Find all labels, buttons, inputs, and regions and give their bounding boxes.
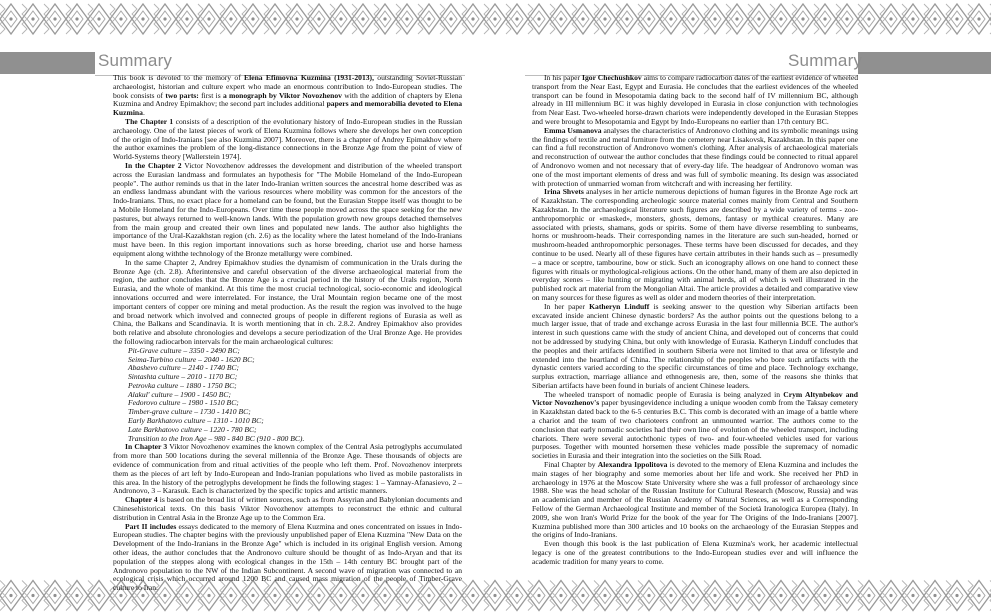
right-paragraph-chechushkov: In his paper Igor Chechushkov aims to compare radiocarbon dates of the earliest evidence of wheeled transport from the Near East, Egypt and Eurasia. He concludes that the earliest evidences of the wheeled transport can be found in Mesopotamia dating back to the second half of IV millennium BC, although already in III millennium BC it was highly developed in Eurasia in close conjunction with technologies from Near East. Two-wheeled horse-drawn chariots were independently developed in the Eurasian Steppes and were brought to Mesopotamia and Egypt by Indo-Europeans no earlier than 17th century BC. <box>532 73 858 126</box>
top-ornament-border <box>0 0 991 38</box>
left-paragraph-chapter1: The Chapter 1 consists of a description of the evolutionary history of Indo-European studies in the Russian archaeology. One of the latest pieces of work of Elena Kuzmina follows where she develops her own conception of the origin of Indo-Iranians [see also Kuzmina 2007]. Moreover, there is a chapter of Andrey Epimakhov where the author examines the problem of the long-distance connections in the Bronze Age from the point of view of World-Systems theory [Wallerstein 1974]. <box>113 116 462 162</box>
right-header-bar <box>858 52 991 74</box>
right-paragraph-linduff: In her paper Katheryn Linduff is seeking answer to the question why Siberian artifacts been excavated inside ancient Chinese dynastic borders? As the author points out the questions belong to a much larger issue, that of trade and exchange across Eurasia in the last four millennia BCE. The author's interest in such questions came with the study of ancient China, and developed out of concerns that could not be addressed by studying China, but only with knowledge of Eurasia. Katheryn Linduff concludes that the peoples and their artifacts identified in southern Siberia were not limited to that area or lifestyle and extended into the heartland of China. The relationship of the peoples who bore such artifacts with the dynastic centers varied according to the specific circumstances of time and place. Technology exchange, surplus extraction, marriage alliance and ethnogenesis are, then, some of the reasons she thinks that Siberian artifacts have been found in burials of ancient Chinese leaders. <box>532 301 858 390</box>
left-paragraph-chapter2-epimakhov: In the same Chapter 2, Andrey Epimakhov studies the dynamism of communication in the Urals during the Bronze Age (ch. 2.8). Afterintensive and careful observation of the diverse archaeological material from the region, the author concludes that the Bronze Age is a crucial period in the history of the Urals region, North Eurasia, and the whole of mankind. At this time the most crucial technological, socio-economic and ideological innovations occurred and were interrelated. For instance, the Ural Mountain region became one of the most important centers of copper ore mining and metal production. As the result the region was involved to the huge and broad network which involved and connected groups of people in different regions of Eurasia as well as China, the Balkans and Scandinavia. It is worth mentioning that in ch. 2.8.2. Andrey Epimakhov also provides both relative and absolute chronologies and develops a secure periodization of the Ural Bronze Age. He provides the following radiocarbon intervals for the main archaeological cultures: <box>113 257 462 346</box>
left-paragraph-part2: Part II includes essays dedicated to the memory of Elena Kuzmina and ones concentrated on issues in Indo-European studies. The chapter begins with the previously unpublished paper of Elena Kuzmina "New Data on the Development of the Indo-Iranians in the Bronze Age" which is included in its original English version. Among other ideas, the author concludes that the Andronovo culture should be thought of as Indo-Aryan and that its population of the steppes along with ecological changes in the 15th – 14th century BC brought part of the Andronovo population to the NW of the Indian Subcontinent. A second wave of migration was connected to an ecological crisis which occurred around 1200 BC and caused mass migration of the people of Timber-Grave culture to Iran. <box>113 521 462 593</box>
right-paragraph-ippolitova: Final Chapter by Alexandra Ippolitova is devoted to the memory of Elena Kuzmina and includes the main stages of her biography and some memories about her life and work. She received her PhD in archaeology in 1976 at the Moscow State University where she was a full professor of archaeology since 1988. She was the head scholar of the Russian Institute for Cultural Research (Moscow, Russia) and was an academician and member of the Russian Academy of Natural Sciences, as well as a Corresponding Fellow of the German Archaeological Institute and member of the Società Iranologica Europea (Italy). In 2009, she won Iran's World Prize for the book of the year for The Origins of the Indo-Iranians [2007]. Kuzmina published more than 300 articles and 10 books on the archaeology of the Eurasian Steppes and the origins of Indo-Iranians. <box>532 460 858 540</box>
culture-list-item: Timber-grave culture – 1730 - 1410 BC; <box>128 407 251 417</box>
right-paragraph-conclusion: Even though this book is the last publication of Elena Kuzmina's work, her academic intellectual legacy is one of the greatest contributions to the Indo-European studies ever and will influence the academic tradition for many years to come. <box>532 539 858 566</box>
left-paragraph-chapter4: Chapter 4 is based on the broad list of written sources, such as from Assyrian and Babylonian documents and Chinesehistorical texts. On this basis Viktor Novozhenov attempts to reconstruct the ethnic and cultural distribution in Central Asia in the Bronze Age up to the Common Era. <box>113 495 462 522</box>
culture-list-item: Sintashta culture – 2010 - 1170 BC; <box>128 372 238 382</box>
culture-list-item: Fedorovo culture – 1980 - 1510 BC; <box>128 398 239 408</box>
culture-list-item: Transition to the Iron Age – 980 - 840 BC (910 - 800 BC). <box>128 433 305 443</box>
right-page-title: Summary <box>788 51 863 70</box>
left-text-column <box>113 74 462 593</box>
culture-list-item: Seima-Turbino culture – 2040 - 1620 BC; <box>128 354 255 364</box>
right-paragraph-shvets: Irina Shvets analyses in her article numerous depictions of human figures in the Bronze Age rock art of Kazakhstan. The corresponding archeologic source material comes mainly from Central and Southern Kazakhstan. In the archaeological literature such figures are described by a wide variety of terms - zoo-anthropomorphic or «masked», monsters, ghosts, demons, fantasy or mythical creatures. Many are associated with priests, shamans, gods or spirits. Some of them have diverse resembling to sunbeams, horns or mushroom-heads. Their corresponding names in the literature are such sun-headed, horned or mushroom-headed anthropomorphic personages. These terms have been discussed for decades, and they continue to be used. Nearly all of these figures have certain attributes in their hands such as – presumedly – a mace or sceptre, tambourine, bow or stick. Such an iconography allows on one hand to connect these figures with rituals or mythological-religious actions. On the other hand, many of them are also depicted in everyday scenes – like hunting or migrating with animal herds, all of which is well illustrated in the published rock art material from the Mongolian Altai. The article provides a detailed and comparative view on many sources for these figures as well as older and modern theories of their interpretation. <box>532 187 858 302</box>
radiocarbon-culture-list <box>113 347 462 444</box>
culture-list-item: Abashevo culture – 2140 - 1740 BC; <box>128 363 240 373</box>
culture-list-item: Early Barkhatovo culture – 1310 - 1010 BC; <box>128 416 264 426</box>
right-paragraph-usmanova: Emma Usmanova analyses the characteristics of Andronovo clothing and its symbolic meanings using the findings of textile and metal furniture from the cemetery near Lisakovsk, Kazakhstan. In this paper one can find a full reconstruction of Andronovo women's clothing. After analysis of archaeological materials and reconstruction of outwear the author concludes that these findings could be connected to ritual apparel of Andronovo women and not necessary that of every-day life. The headgear of Andronovo woman was one of the most important elements of dress and was full of symbolic meaning. Its design was associated with protection of unmarried woman from witchcraft and with increasing her fertility. <box>532 125 858 188</box>
left-paragraph-chapter3: In Chapter 3 Viktor Novozhenov examines the known complex of the Central Asia petroglyphs accumulated from more than 500 locations during the several millennia of the Bronze Age. These thousands of objects are evidence of communication from and ritual activities of the people who left them. Prof. Novozhenov interprets them as the pieces of art left by Indo-European and Indo-Iranian populations who lived as mobile pastoralists in this area. In the history of the petroglyphs development he finds the following stages: 1 – Yamnay-Afanasievo, 2 – Andronovo, 3 – Karasuk. Each is characterized by the specific topics and artistic manners. <box>113 442 462 496</box>
left-page-title: Summary <box>98 51 173 70</box>
culture-list-item: Petrovka culture – 1880 - 1750 BC; <box>128 380 237 390</box>
left-header-bar <box>0 52 95 74</box>
right-text-column <box>532 74 858 567</box>
left-paragraph-intro: This book is devoted to the memory of Elena Efimovna Kuzmina (1931-2013), outstanding Soviet-Russian archaeologist, historian and culture expert who made an enormous contribution to Indo-European studies. The book consists of two parts: first is a monograph by Viktor Novozhenov with the addition of chapters by Elena Kuzmina and Andrey Epimakhov; the second part includes additional papers and memorabilia devoted to Elena Kuzmina. <box>113 73 462 118</box>
left-paragraph-chapter2: In the Chapter 2 Victor Novozhenov addresses the development and distribution of the wheeled transport across the Eurasian landmass and formulates an hypothesis for "The Mobile Homeland of the Indo-European people". The author reminds us that in the later Indo-Iranian written sources the ancestral home described was as an endless landmass abundant with the various resources where mobility was common for the ancestors of the Indo-Iranians. Thus, no exact place for a homeland can be found, but the Eurasian Steppe itself was thought to be a Mobile Homeland for the Indo-Europeans. Over time these people moved across the space seeking for the new pastures, but always returned to well-known lands. With the population growth new groups detached themselves from the main group and created their own lines and populated new lands. The author also highlights the importance of the Ural-Kazakhstan region (ch. 2.6) as the locality where the latest homeland of the Indo-Iranians must have been. In this region important innovations such as horse breeding, chariot use and horse harness equipment along withthe technology of the Bronze metallurgy were combined. <box>113 160 463 258</box>
culture-list-item: Pit-Grave culture – 3350 - 2490 BC; <box>128 345 240 355</box>
culture-list-item: Alakul' culture – 1900 - 1450 BC; <box>128 389 231 399</box>
right-paragraph-altynbekov: The wheeled transport of nomadic people of Eurasia is being analyzed in Crym Altynbekov and Victor Novozhenov's paper byusingevidence including a unique wooden comb from the Taksay cemetery in Kazakhstan dated back to the 6-5 centuries B.C. This comb is decorated with an image of a battle where a chariot and the team of two charioteers confront an unmounted warrior. The authors come to the conclusion that early nomadic societies had their own line of evolution of the wheeled transport, including chariots. There were several autochthonic types of two- and four-wheeled vehicles used for various purposes. Together with mounted horsemen these vehicles made possible the supremacy of nomadic societies in Eurasia and their integration into the societies on the Silk Road. <box>532 389 859 461</box>
culture-list-item: Late Barkhatovo culture – 1220 - 780 BC; <box>128 424 257 434</box>
